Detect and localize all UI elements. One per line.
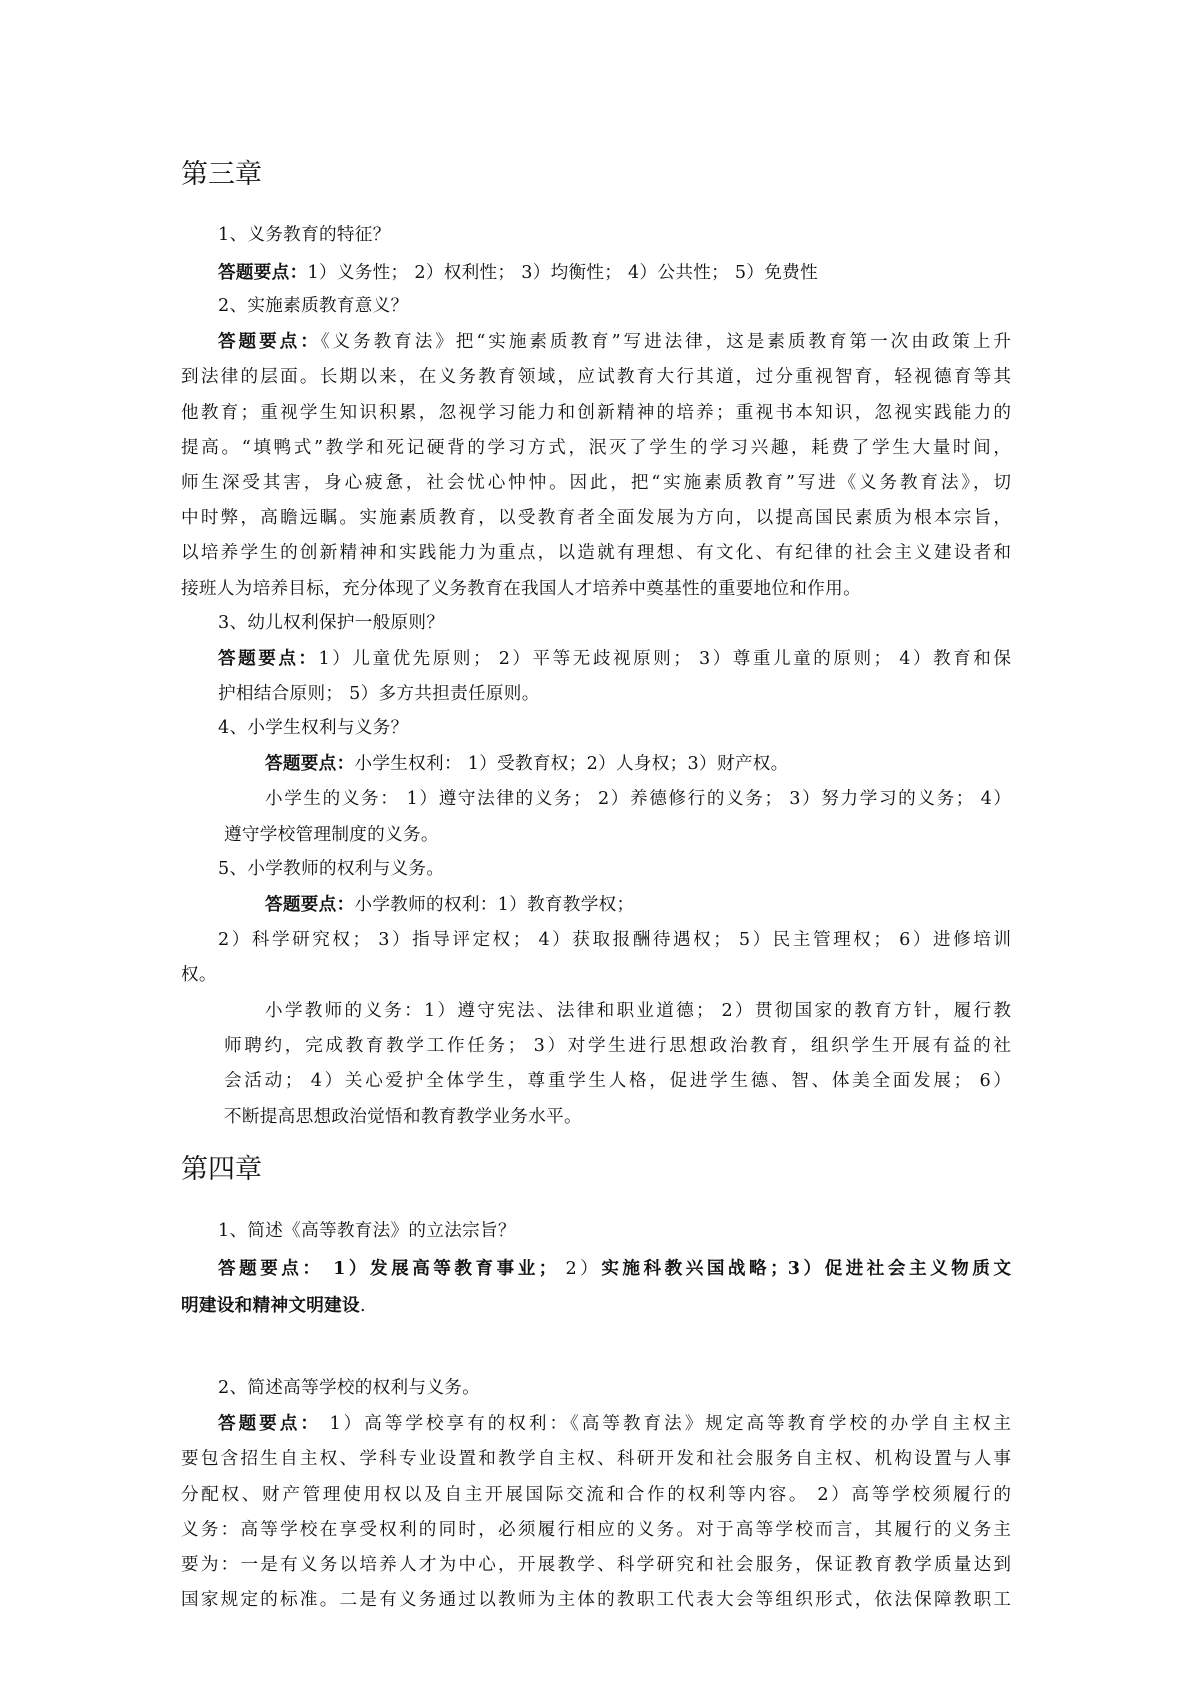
- question: 2、简述高等学校的权利与义务。: [218, 1378, 481, 1398]
- answer-text: 1）义务性； 2）权利性； 3）均衡性； 4）公共性； 5）免费性: [307, 263, 818, 283]
- answer-line: 国家规定的标准。二是有义务通过以教师为主体的教职工代表大会等组织形式，依法保障教职工: [181, 1590, 1011, 1610]
- answer-keyword: 答题要点：: [218, 1258, 324, 1279]
- answer-text: 明建设和精神文明建设: [181, 1295, 360, 1316]
- answer-paragraph: [218, 646, 1011, 672]
- answer-line: 要为：一是有义务以培养人才为中心，开展教学、科学研究和社会服务，保证教育教学质量达到: [181, 1555, 1011, 1575]
- answer-text: 2）: [556, 1259, 602, 1279]
- answer-line: 他教育；重视学生知识积累，忽视学习能力和创新精神的培养；重视书本知识，忽视实践能力的: [181, 403, 1011, 423]
- answer-line: 不断提高思想政治觉悟和教育教学业务水平。: [224, 1107, 582, 1127]
- answer-line: [181, 1293, 366, 1319]
- answer-line: 遵守学校管理制度的义务。: [224, 825, 439, 845]
- answer-line: 以培养学生的创新精神和实践能力为重点，以造就有理想、有文化、有纪律的社会主义建设者和: [181, 543, 1011, 563]
- answer-keyword: 答题要点：: [265, 753, 355, 774]
- question: 5、小学教师的权利与义务。: [218, 859, 445, 879]
- answer-paragraph: [218, 329, 1011, 355]
- answer-text: 小学教师的权利：1）教育教学权；: [354, 895, 635, 915]
- answer-line: 小学教师的义务：1）遵守宪法、法律和职业道德； 2）贯彻国家的教育方针，履行教: [265, 1001, 1011, 1021]
- answer-line: 要包含招生自主权、学科专业设置和教学自主权、科研开发和社会服务自主权、机构设置与人事: [181, 1449, 1011, 1469]
- answer-line: 师生深受其害，身心疲惫，社会忧心忡忡。因此，把“实施素质教育”写进《义务教育法》，切: [181, 473, 1011, 493]
- answer-paragraph: [218, 1256, 1011, 1282]
- answer-line: 义务：高等学校在享受权利的同时，必须履行相应的义务。对于高等学校而言，其履行的义务主: [181, 1520, 1011, 1540]
- answer-line: 师聘约，完成教育教学工作任务； 3）对学生进行思想政治教育，组织学生开展有益的社: [224, 1036, 1011, 1056]
- answer-text: 小学生权利： 1）受教育权；2）人身权；3）财产权。: [354, 754, 789, 774]
- answer-line: 提高。“填鸭式”教学和死记硬背的学习方式，泯灭了学生的学习兴趣，耗费了学生大量时间，: [181, 438, 1011, 458]
- question: 4、小学生权利与义务？: [218, 718, 409, 738]
- answer-line: 护相结合原则； 5）多方共担责任原则。: [218, 684, 540, 704]
- answer-paragraph: [265, 892, 634, 918]
- answer-keyword: 答题要点：: [218, 1413, 321, 1434]
- answer-line: 接班人为培养目标，充分体现了义务教育在我国人才培养中奠基性的重要地位和作用。: [181, 579, 861, 599]
- answer-text: .: [359, 1296, 366, 1316]
- answer-text: 《义务教育法》把“实施素质教育”写进法律，这是素质教育第一次由政策上升: [320, 332, 1011, 352]
- answer-paragraph: [265, 751, 789, 777]
- answer-text: 1）高等学校享有的权利：《高等教育法》规定高等教育学校的办学自主权主: [320, 1414, 1011, 1434]
- answer-line: 中时弊，高瞻远瞩。实施素质教育，以受教育者全面发展为方向，以提高国民素质为根本宗旨，: [181, 508, 1011, 528]
- question: 3、幼儿权利保护一般原则？: [218, 613, 445, 633]
- answer-line: 权。: [181, 965, 217, 985]
- question: 1、义务教育的特征？: [218, 225, 391, 245]
- answer-line: 2）科学研究权； 3）指导评定权； 4）获取报酬待遇权； 5）民主管理权； 6）进修培训: [218, 930, 1011, 950]
- answer-keyword: 答题要点：: [218, 648, 319, 669]
- answer-line: 分配权、财产管理使用权以及自主开展国际交流和合作的权利等内容。 2）高等学校须履行的: [181, 1485, 1011, 1505]
- question: 2、实施素质教育意义？: [218, 296, 409, 316]
- answer-paragraph: [218, 260, 818, 286]
- answer-paragraph: [218, 1411, 1011, 1437]
- answer-line: 到法律的层面。长期以来，在义务教育领域，应试教育大行其道，过分重视智育，轻视德育等其: [181, 367, 1011, 387]
- answer-text: 1）发展高等教育事业；: [323, 1258, 557, 1279]
- answer-line: 小学生的义务： 1）遵守法律的义务； 2）养德修行的义务； 3）努力学习的义务； 4）: [265, 789, 1011, 809]
- answer-keyword: 答题要点：: [218, 331, 321, 352]
- answer-text: 1）儿童优先原则； 2）平等无歧视原则； 3）尊重儿童的原则； 4）教育和保: [318, 649, 1011, 669]
- answer-text: 实施科教兴国战略；3）促进社会主义物质文: [601, 1258, 1011, 1279]
- question: 1、简述《高等教育法》的立法宗旨？: [218, 1221, 516, 1241]
- answer-keyword: 答题要点：: [218, 262, 308, 283]
- chapter-title: 第四章: [181, 1154, 262, 1185]
- chapter-title: 第三章: [181, 159, 262, 190]
- answer-keyword: 答题要点：: [265, 894, 355, 915]
- answer-line: 会活动； 4）关心爱护全体学生，尊重学生人格，促进学生德、智、体美全面发展； 6）: [224, 1071, 1011, 1091]
